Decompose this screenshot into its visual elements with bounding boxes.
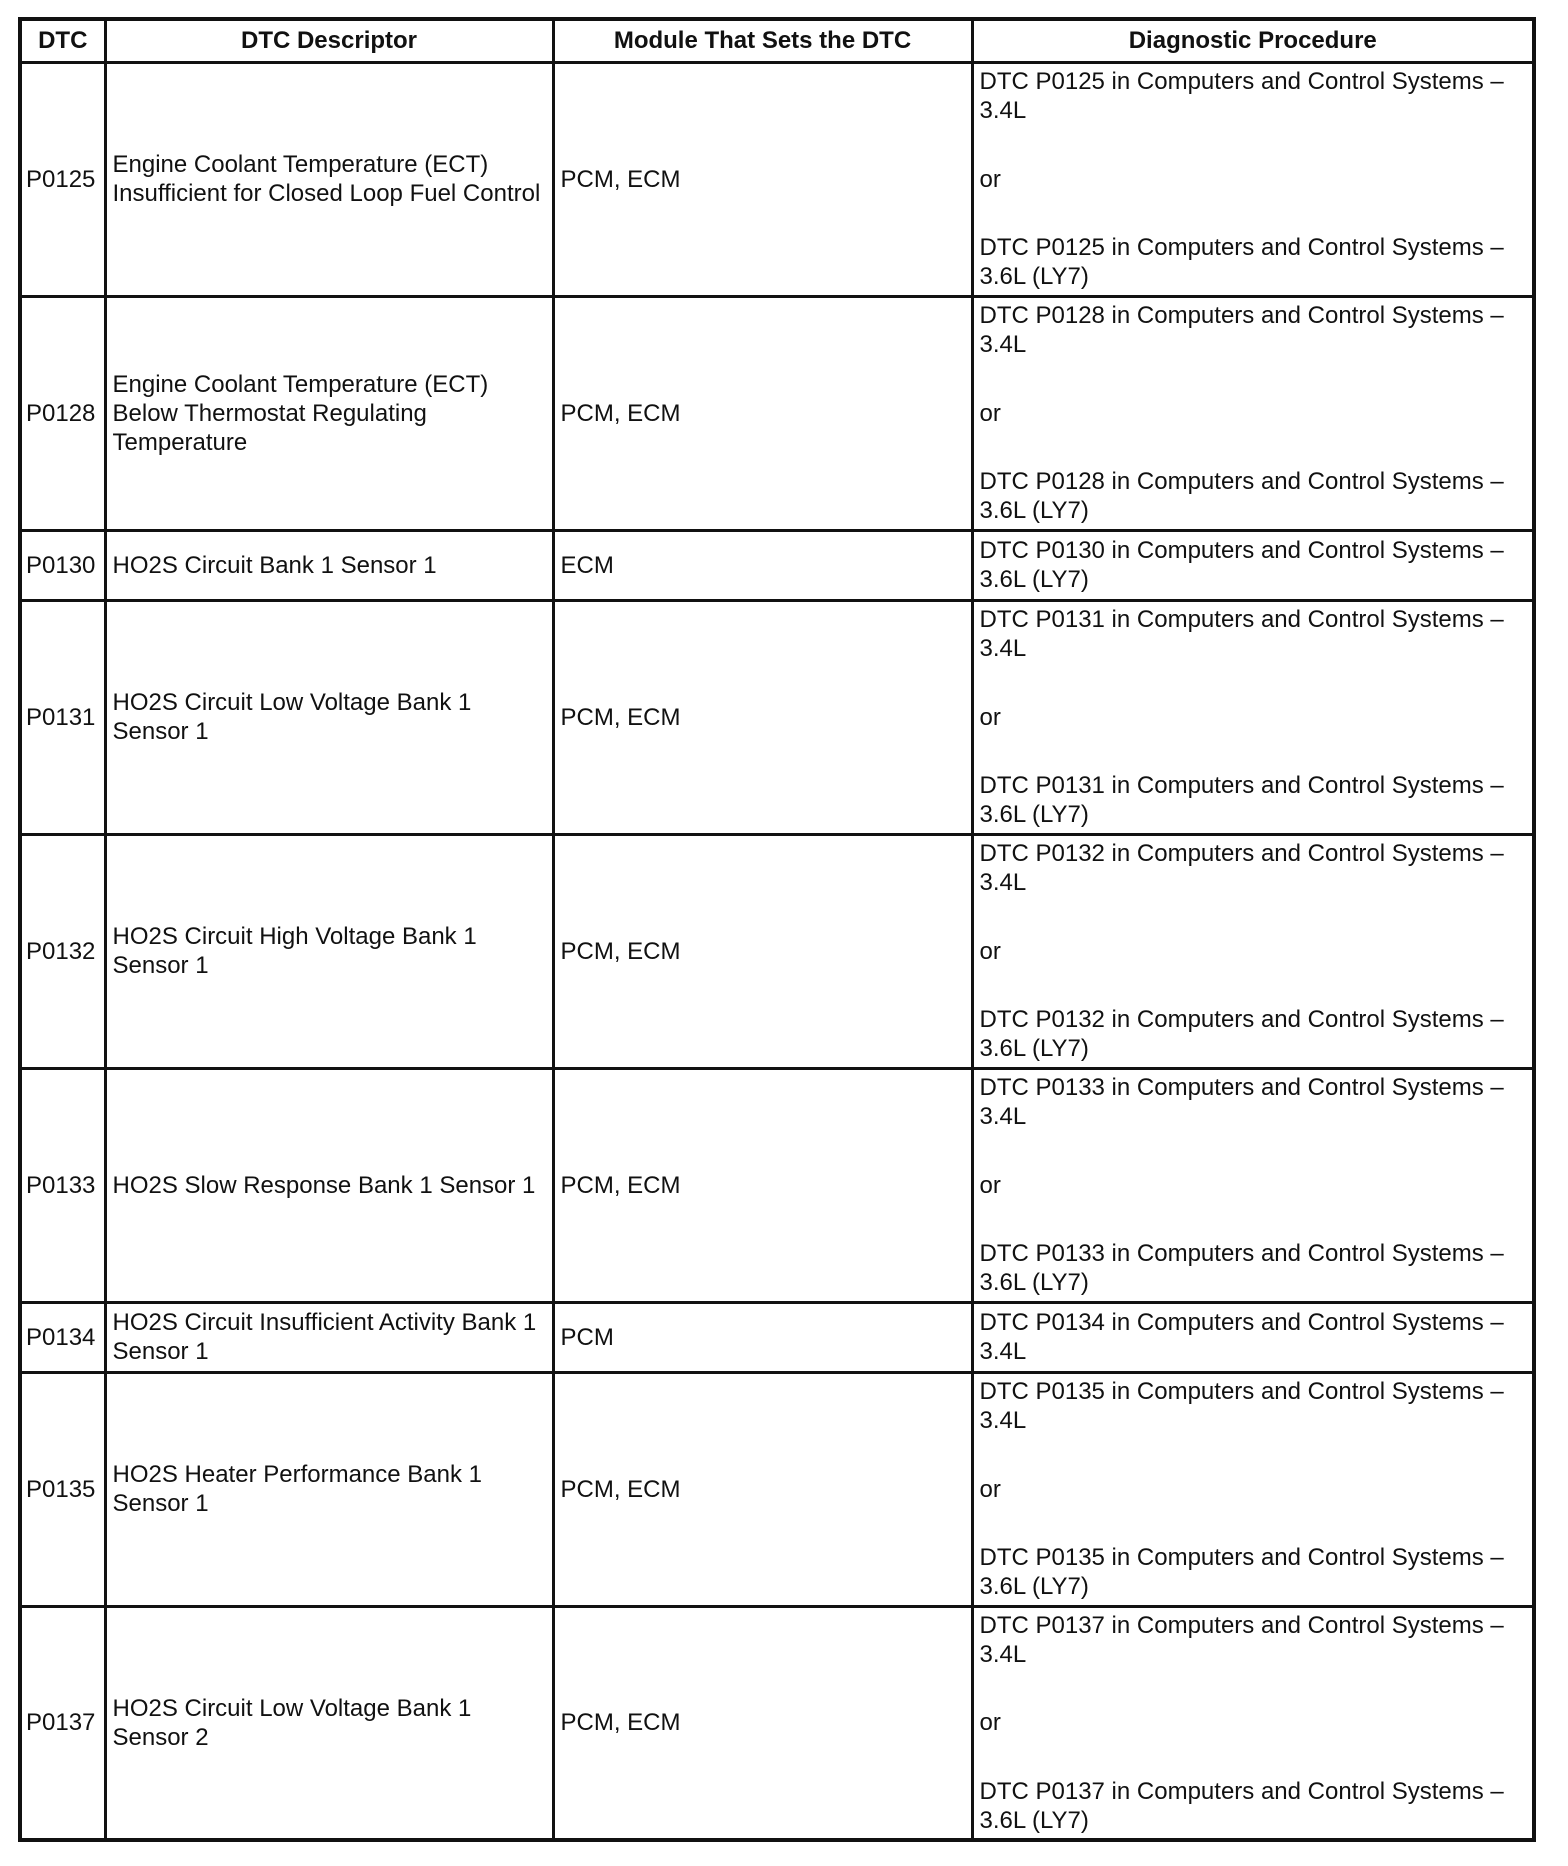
dtc-code: P0125 bbox=[20, 62, 105, 296]
procedure-link[interactable]: DTC P0125 in Computers and Control Systems – 3.6L (LY7) bbox=[979, 234, 1504, 290]
dtc-code: P0128 bbox=[20, 296, 105, 530]
module-name: PCM, ECM bbox=[553, 62, 972, 296]
procedure-link[interactable]: DTC P0128 in Computers and Control Systems – 3.4L bbox=[979, 302, 1504, 358]
procedure-link[interactable]: DTC P0128 in Computers and Control Systems – 3.6L (LY7) bbox=[979, 468, 1504, 524]
or-separator: or bbox=[979, 1475, 1001, 1503]
procedure-link[interactable]: DTC P0132 in Computers and Control Systems – 3.6L (LY7) bbox=[979, 1006, 1504, 1062]
dtc-code: P0130 bbox=[20, 530, 105, 600]
table-row bbox=[20, 1606, 1534, 1840]
diagnostic-procedure bbox=[972, 600, 1534, 834]
dtc-descriptor: HO2S Heater Performance Bank 1 Sensor 1 bbox=[105, 1372, 553, 1606]
dtc-descriptor: HO2S Circuit Low Voltage Bank 1 Sensor 1 bbox=[105, 600, 553, 834]
diagnostic-procedure bbox=[972, 834, 1534, 1068]
dtc-descriptor: HO2S Circuit Insufficient Activity Bank 1 Sensor 1 bbox=[105, 1302, 553, 1372]
diagnostic-procedure bbox=[972, 1068, 1534, 1302]
diagnostic-procedure bbox=[972, 530, 1534, 600]
procedure-link[interactable]: DTC P0125 in Computers and Control Systems – 3.4L bbox=[979, 68, 1504, 124]
table-row bbox=[20, 834, 1534, 1068]
or-separator: or bbox=[979, 1709, 1001, 1737]
procedure-link[interactable]: DTC P0135 in Computers and Control Systems – 3.4L bbox=[979, 1378, 1504, 1434]
procedure-link[interactable]: DTC P0132 in Computers and Control Systems – 3.4L bbox=[979, 840, 1504, 896]
procedure-link[interactable]: DTC P0135 in Computers and Control Systems – 3.6L (LY7) bbox=[979, 1544, 1504, 1600]
or-separator: or bbox=[979, 1171, 1001, 1199]
dtc-descriptor: HO2S Circuit Low Voltage Bank 1 Sensor 2 bbox=[105, 1606, 553, 1840]
or-separator: or bbox=[979, 399, 1001, 427]
module-name: PCM, ECM bbox=[553, 1372, 972, 1606]
module-name: PCM, ECM bbox=[553, 834, 972, 1068]
dtc-descriptor: HO2S Slow Response Bank 1 Sensor 1 bbox=[105, 1068, 553, 1302]
diagnostic-procedure bbox=[972, 296, 1534, 530]
table-row bbox=[20, 62, 1534, 296]
dtc-descriptor: Engine Coolant Temperature (ECT) Insufficient for Closed Loop Fuel Control bbox=[105, 62, 553, 296]
dtc-descriptor: Engine Coolant Temperature (ECT) Below Thermostat Regulating Temperature bbox=[105, 296, 553, 530]
header-module: Module That Sets the DTC bbox=[553, 19, 972, 62]
module-name: PCM, ECM bbox=[553, 600, 972, 834]
module-name: PCM, ECM bbox=[553, 1606, 972, 1840]
dtc-code: P0134 bbox=[20, 1302, 105, 1372]
header-procedure: Diagnostic Procedure bbox=[972, 19, 1534, 62]
or-separator: or bbox=[979, 937, 1001, 965]
header-descriptor: DTC Descriptor bbox=[105, 19, 553, 62]
procedure-link[interactable]: DTC P0130 in Computers and Control Systems – 3.6L (LY7) bbox=[979, 537, 1504, 593]
diagnostic-procedure bbox=[972, 62, 1534, 296]
table-row bbox=[20, 530, 1534, 600]
table-row bbox=[20, 1372, 1534, 1606]
diagnostic-procedure bbox=[972, 1302, 1534, 1372]
module-name: PCM bbox=[553, 1302, 972, 1372]
procedure-link[interactable]: DTC P0133 in Computers and Control Systems – 3.4L bbox=[979, 1074, 1504, 1130]
table-row bbox=[20, 1068, 1534, 1302]
dtc-descriptor: HO2S Circuit High Voltage Bank 1 Sensor 1 bbox=[105, 834, 553, 1068]
header-dtc: DTC bbox=[20, 19, 105, 62]
dtc-code: P0131 bbox=[20, 600, 105, 834]
dtc-code: P0135 bbox=[20, 1372, 105, 1606]
diagnostic-procedure bbox=[972, 1606, 1534, 1840]
procedure-link[interactable]: DTC P0134 in Computers and Control Systems – 3.4L bbox=[979, 1309, 1504, 1365]
table-row bbox=[20, 1302, 1534, 1372]
dtc-code: P0132 bbox=[20, 834, 105, 1068]
dtc-code: P0133 bbox=[20, 1068, 105, 1302]
procedure-link[interactable]: DTC P0131 in Computers and Control Systems – 3.6L (LY7) bbox=[979, 772, 1504, 828]
procedure-link[interactable]: DTC P0131 in Computers and Control Systems – 3.4L bbox=[979, 606, 1504, 662]
dtc-descriptor: HO2S Circuit Bank 1 Sensor 1 bbox=[105, 530, 553, 600]
procedure-link[interactable]: DTC P0137 in Computers and Control Systems – 3.4L bbox=[979, 1611, 1504, 1668]
or-separator: or bbox=[979, 703, 1001, 731]
module-name: ECM bbox=[553, 530, 972, 600]
procedure-link[interactable]: DTC P0137 in Computers and Control Systems – 3.6L (LY7) bbox=[979, 1777, 1504, 1834]
dtc-table bbox=[18, 17, 1536, 1842]
module-name: PCM, ECM bbox=[553, 1068, 972, 1302]
table-row bbox=[20, 296, 1534, 530]
table-row bbox=[20, 600, 1534, 834]
or-separator: or bbox=[979, 165, 1001, 193]
dtc-code: P0137 bbox=[20, 1606, 105, 1840]
module-name: PCM, ECM bbox=[553, 296, 972, 530]
procedure-link[interactable]: DTC P0133 in Computers and Control Systems – 3.6L (LY7) bbox=[979, 1240, 1504, 1296]
diagnostic-procedure bbox=[972, 1372, 1534, 1606]
table-header-row bbox=[20, 19, 1534, 62]
